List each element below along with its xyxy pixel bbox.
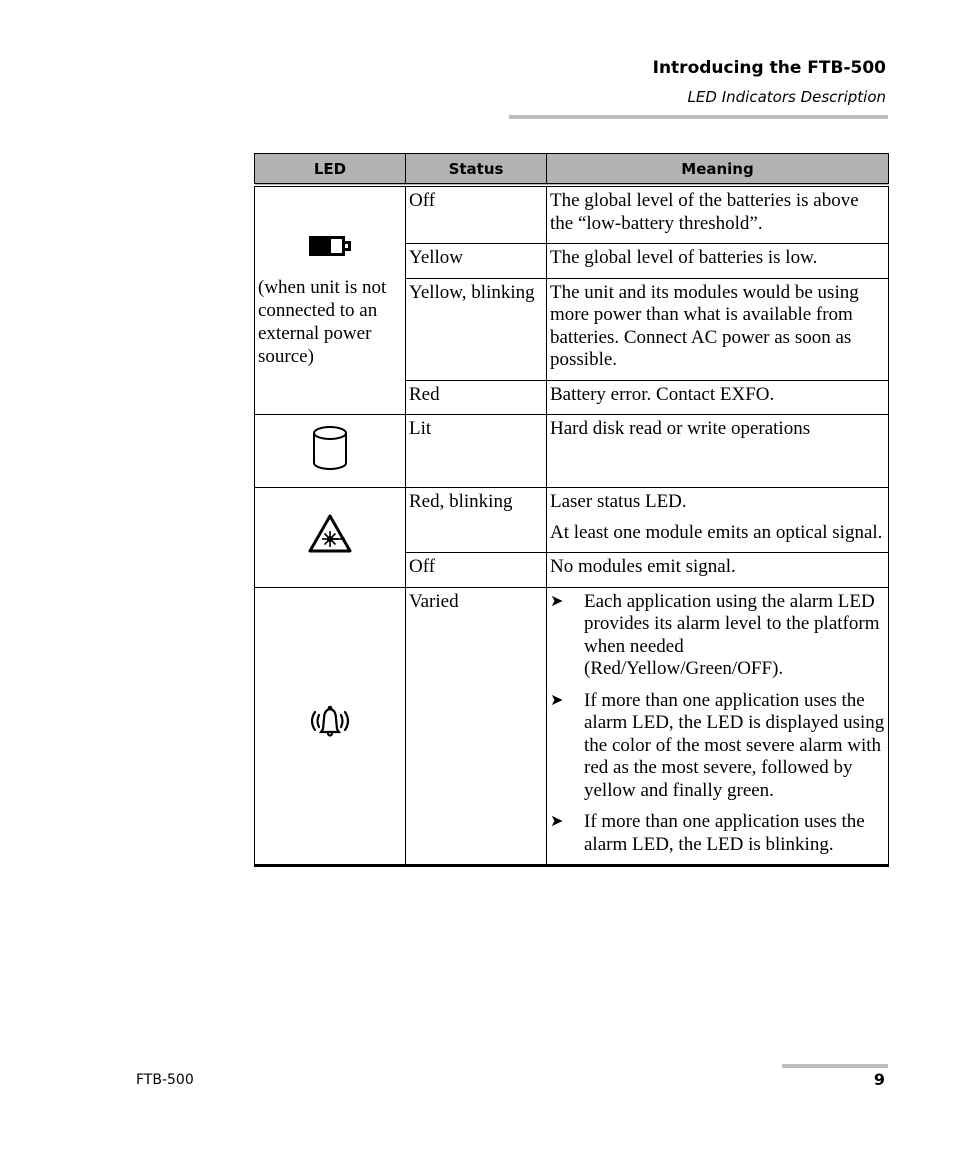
list-item: [550, 690, 885, 803]
alarm-led-cell: [255, 587, 406, 866]
battery-icon: [307, 233, 353, 266]
column-header-status: Status: [406, 154, 547, 186]
meaning-cell: The unit and its modules would be using more power than what is available from batteries. Connect AC power as soon as possible.: [547, 278, 889, 380]
column-header-meaning: Meaning: [547, 154, 889, 186]
laser-led-cell: [255, 488, 406, 588]
laser-meaning-line2: At least one module emits an optical signal.: [550, 521, 883, 543]
arrow-bullet-icon: ➤: [550, 813, 564, 830]
table-header-row: [255, 154, 889, 186]
table-row: [255, 488, 889, 553]
laser-meaning-line1: Laser status LED.: [550, 491, 687, 512]
status-cell: Off: [406, 553, 547, 588]
bullet-text: Each application using the alarm LED provides its alarm level to the platform when needed (Red/Yellow/Green/OFF).: [584, 590, 880, 679]
bullet-text: If more than one application uses the alarm LED, the LED is blinking.: [584, 811, 865, 855]
battery-led-cell: [255, 185, 406, 415]
hard-disk-led-cell: [255, 415, 406, 488]
status-cell: Yellow, blinking: [406, 278, 547, 380]
meaning-cell: Hard disk read or write operations: [547, 415, 889, 488]
status-cell: Red: [406, 380, 547, 415]
list-item: [550, 811, 885, 856]
meaning-cell: No modules emit signal.: [547, 553, 889, 588]
header-rule: [509, 115, 888, 119]
running-header-title: Introducing the FTB-500: [652, 58, 886, 78]
footer-product-name: FTB-500: [136, 1072, 194, 1088]
meaning-cell: [547, 587, 889, 866]
arrow-bullet-icon: ➤: [550, 592, 564, 610]
status-cell: Red, blinking: [406, 488, 547, 553]
table-row: [255, 415, 889, 488]
status-cell: Yellow: [406, 244, 547, 279]
meaning-cell: Battery error. Contact EXFO.: [547, 380, 889, 415]
meaning-cell: The global level of the batteries is above the “low-battery threshold”.: [547, 185, 889, 244]
alarm-bell-icon: [306, 705, 354, 748]
meaning-cell: The global level of batteries is low.: [547, 244, 889, 279]
footer-rule: [782, 1064, 888, 1068]
table-row: [255, 587, 889, 866]
status-cell: Lit: [406, 415, 547, 488]
battery-led-note: (when unit is not connected to an external power source): [258, 276, 387, 367]
laser-warning-icon: [307, 513, 353, 562]
status-cell: Off: [406, 185, 547, 244]
arrow-bullet-icon: ➤: [550, 691, 564, 709]
status-cell: Varied: [406, 587, 547, 866]
table-row: [255, 185, 889, 244]
meaning-cell: [547, 488, 889, 553]
column-header-led: LED: [255, 154, 406, 186]
list-item: [550, 591, 885, 681]
bullet-text: If more than one application uses the alarm LED, the LED is displayed using the color of the most severe alarm with red as the most severe, followed by yellow and finally green.: [584, 689, 885, 801]
page-number: 9: [873, 1070, 885, 1089]
led-indicators-table: [254, 153, 889, 867]
running-header-subtitle: LED Indicators Description: [687, 88, 886, 106]
hard-disk-icon: [310, 424, 350, 479]
